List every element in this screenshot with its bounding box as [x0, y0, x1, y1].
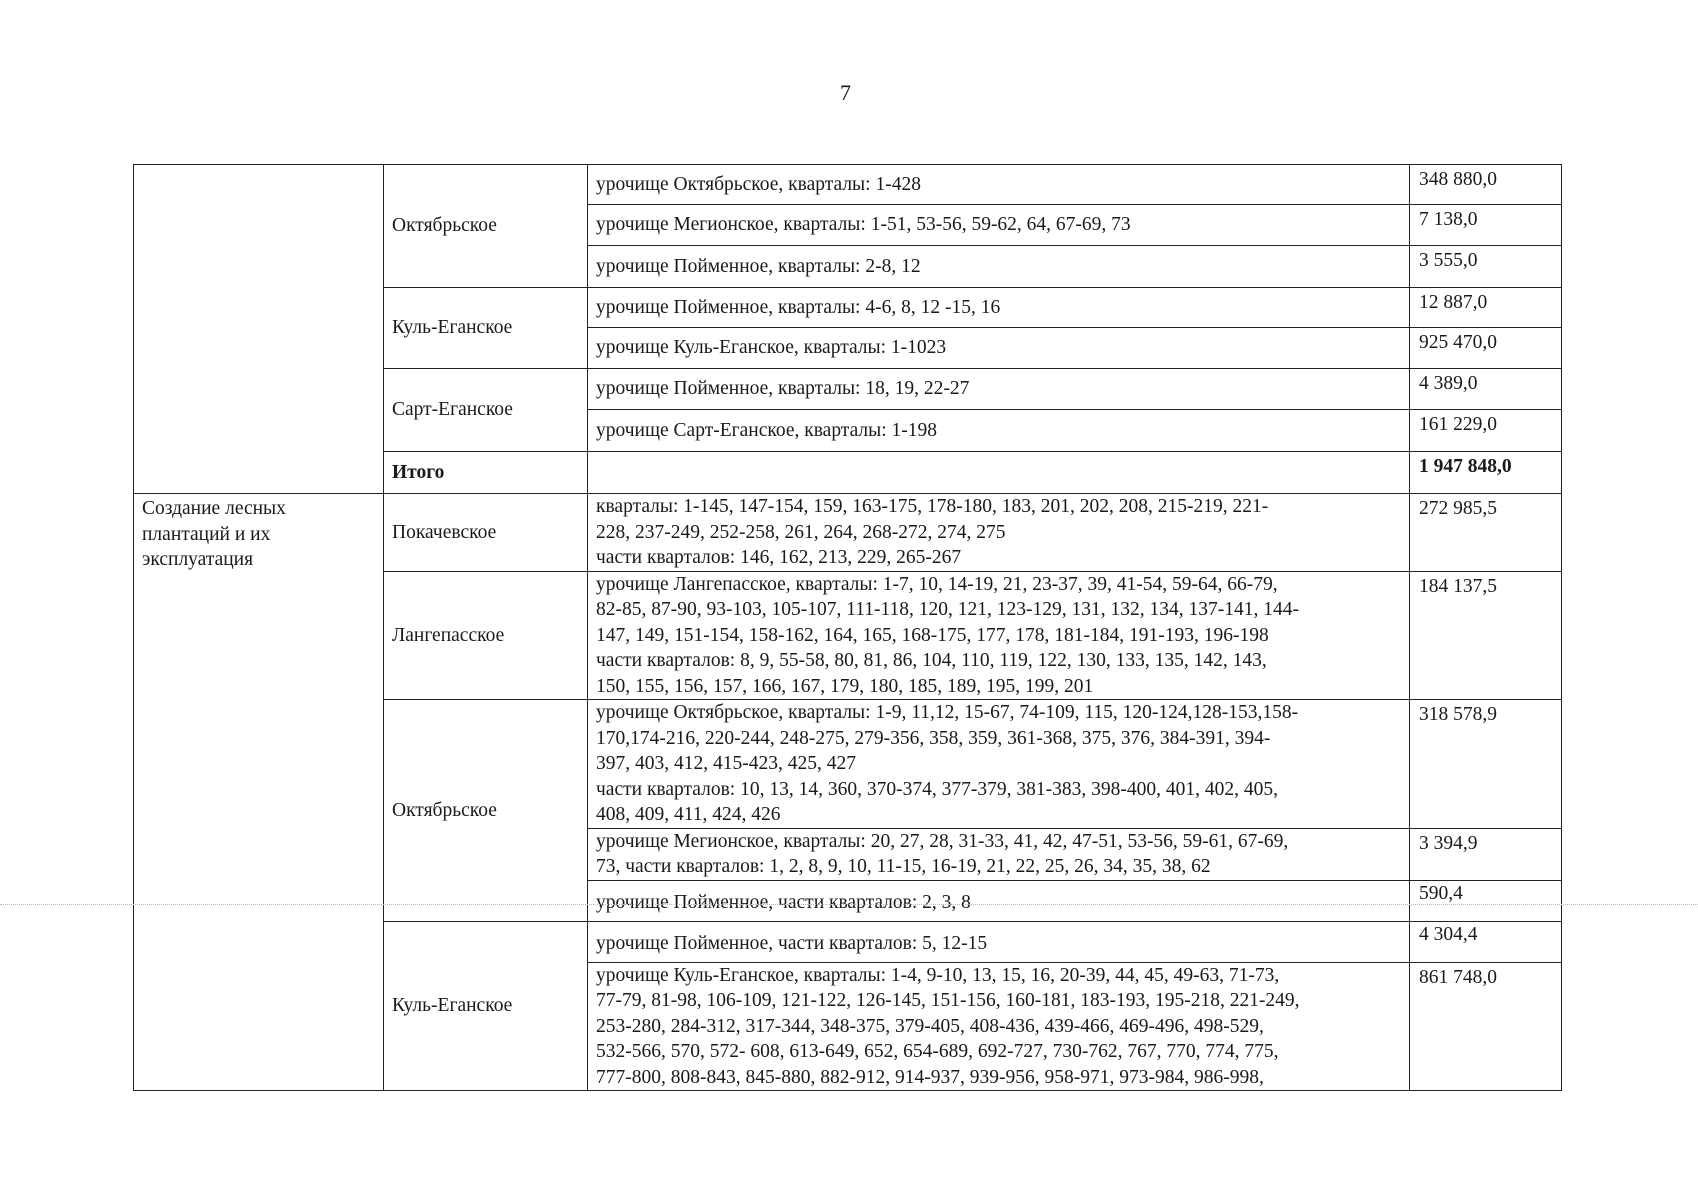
amount-cell: 4 304,4 — [1410, 921, 1562, 962]
scan-divider-line — [0, 904, 1698, 905]
area-cell: урочище Пойменное, кварталы: 4-6, 8, 12 -15, 16 — [588, 288, 1410, 328]
table-row — [134, 494, 1562, 572]
amount-cell: 3 555,0 — [1410, 246, 1562, 288]
area-cell: урочище Мегионское, кварталы: 20, 27, 28, 31-33, 41, 42, 47-51, 53-56, 59-61, 67-69, 73, части кварталов: 1, 2, 8, 9, 10, 11-15, 16-19, 21, 22, 25, 26, 34, 35, 38, 62 — [588, 828, 1410, 880]
total-amount: 1 947 848,0 — [1410, 452, 1562, 494]
area-cell: урочище Пойменное, части кварталов: 2, 3, 8 — [588, 880, 1410, 921]
purpose-cell — [134, 165, 384, 494]
area-cell: урочище Куль-Еганское, кварталы: 1-4, 9-10, 13, 15, 16, 20-39, 44, 45, 49-63, 71-73, 77-79, 81-98, 106-109, 121-122, 126-145, 151-156, 160-181, 183-193, 195-218, 221-249, 253-280, 284-312, 317-344, 348-375, 379-405, 408-436, 439-466, 469-496, 498-529, 532-566, 570, 572- 608, 613-649, 652, 654-689, 692-727, 730-762, 767, 770, 774, 775, 777-800, 808-843, 845-880, 882-912, 914-937, 939-956, 958-971, 973-984, 986-998, — [588, 962, 1410, 1091]
amount-cell: 861 748,0 — [1410, 962, 1562, 1091]
forestry-cell: Октябрьское — [384, 700, 588, 922]
forestry-cell: Сарт-Еганское — [384, 369, 588, 452]
total-label: Итого — [384, 452, 588, 494]
amount-cell: 318 578,9 — [1410, 700, 1562, 829]
page-number: 7 — [840, 80, 851, 105]
forestry-cell: Куль-Еганское — [384, 288, 588, 369]
forestry-cell: Покачевское — [384, 494, 588, 572]
purpose-cell: Создание лесных плантаций и их эксплуатация — [134, 494, 384, 1091]
area-cell: кварталы: 1-145, 147-154, 159, 163-175, 178-180, 183, 201, 202, 208, 215-219, 221- 228, 237-249, 252-258, 261, 264, 268-272, 274, 275 части кварталов: 146, 162, 213, 229, 265-267 — [588, 494, 1410, 572]
area-cell: урочище Пойменное, кварталы: 2-8, 12 — [588, 246, 1410, 288]
amount-cell: 272 985,5 — [1410, 494, 1562, 572]
forestry-cell: Лангепасское — [384, 571, 588, 700]
forest-areas-table — [133, 164, 1562, 1091]
amount-cell: 3 394,9 — [1410, 828, 1562, 880]
area-cell: урочище Лангепасское, кварталы: 1-7, 10, 14-19, 21, 23-37, 39, 41-54, 59-64, 66-79, 82-85, 87-90, 93-103, 105-107, 111-118, 120, 121, 123-129, 131, 132, 134, 137-141, 144- 147, 149, 151-154, 158-162, 164, 165, 168-175, 177, 178, 181-184, 191-193, 196-198 части кварталов: 8, 9, 55-58, 80, 81, 86, 104, 110, 119, 122, 130, 133, 135, 142, 143, 150, 155, 156, 157, 166, 167, 179, 180, 185, 189, 195, 199, 201 — [588, 571, 1410, 700]
area-cell: урочище Мегионское, кварталы: 1-51, 53-56, 59-62, 64, 67-69, 73 — [588, 205, 1410, 246]
amount-cell: 7 138,0 — [1410, 205, 1562, 246]
area-cell: урочище Октябрьское, кварталы: 1-428 — [588, 165, 1410, 205]
area-cell: урочище Куль-Еганское, кварталы: 1-1023 — [588, 328, 1410, 369]
area-cell: урочище Октябрьское, кварталы: 1-9, 11,12, 15-67, 74-109, 115, 120-124,128-153,158- 170,174-216, 220-244, 248-275, 279-356, 358, 359, 361-368, 375, 376, 384-391, 394- 397, 403, 412, 415-423, 425, 427 части кварталов: 10, 13, 14, 360, 370-374, 377-379, 381-383, 398-400, 401, 402, 405, 408, 409, 411, 424, 426 — [588, 700, 1410, 829]
forestry-cell: Куль-Еганское — [384, 921, 588, 1091]
forestry-cell: Октябрьское — [384, 165, 588, 288]
area-cell: урочище Сарт-Еганское, кварталы: 1-198 — [588, 410, 1410, 452]
table-row — [134, 165, 1562, 205]
area-cell: урочище Пойменное, кварталы: 18, 19, 22-27 — [588, 369, 1410, 410]
area-cell: урочище Пойменное, части кварталов: 5, 12-15 — [588, 921, 1410, 962]
amount-cell: 12 887,0 — [1410, 288, 1562, 328]
area-cell — [588, 452, 1410, 494]
amount-cell: 4 389,0 — [1410, 369, 1562, 410]
amount-cell: 184 137,5 — [1410, 571, 1562, 700]
amount-cell: 348 880,0 — [1410, 165, 1562, 205]
amount-cell: 590,4 — [1410, 880, 1562, 921]
amount-cell: 161 229,0 — [1410, 410, 1562, 452]
amount-cell: 925 470,0 — [1410, 328, 1562, 369]
